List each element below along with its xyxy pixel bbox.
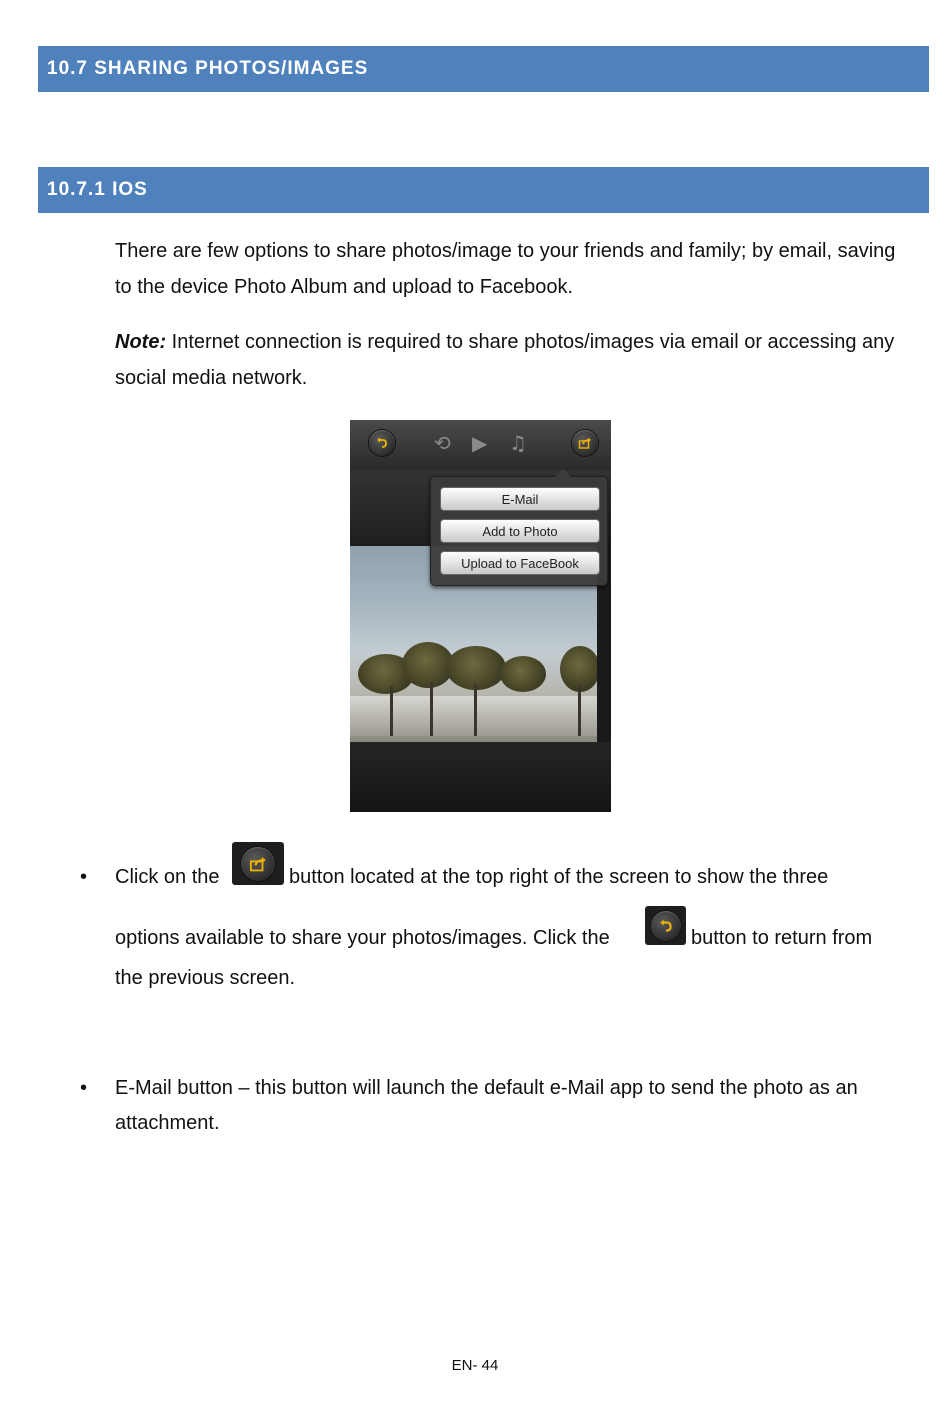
page-number: EN- 44 — [451, 1357, 499, 1374]
back-icon — [369, 430, 395, 456]
subsection-heading — [38, 167, 929, 213]
app-screenshot — [350, 420, 611, 812]
bullet-marker: • — [80, 866, 88, 888]
share-icon — [572, 430, 598, 456]
email-button: E-Mail — [440, 487, 600, 511]
bullet-text: options available to share your photos/images. Click the — [115, 927, 610, 949]
subsection-heading-text: 10.7.1 IOS — [47, 179, 148, 200]
note-label: Note: — [115, 331, 167, 353]
bullet-text: the previous screen. — [115, 967, 296, 989]
note-text: Internet connection is required to share photos/images via email or accessing any social media network. — [115, 331, 895, 389]
bullet-text: E-Mail button – this button will launch the default e-Mail app to send the photo as an — [115, 1077, 858, 1099]
photo-trunk — [390, 686, 393, 736]
play-icon: ▶ — [472, 431, 488, 455]
bullet-text: button to return from — [691, 927, 873, 949]
screenshot-bottom — [350, 742, 611, 812]
back-icon-button — [651, 911, 681, 941]
share-icon-button — [241, 847, 275, 881]
bullet-text: button located at the top right of the screen to show the three — [289, 866, 829, 888]
bullet-marker: • — [80, 1077, 88, 1099]
bullet-text: Click on the — [115, 866, 220, 888]
music-icon: ♫ — [509, 431, 527, 455]
intro-paragraph: There are few options to share photos/image to your friends and family; by email, saving to the device Photo Album and upload to Facebook. — [115, 240, 896, 298]
photo-tree — [500, 656, 546, 692]
back-icon — [645, 906, 686, 945]
photo-trunk — [474, 684, 477, 736]
upload-facebook-button: Upload to FaceBook — [440, 551, 600, 575]
bullet-text: attachment. — [115, 1112, 220, 1134]
repeat-icon: ⟲ — [434, 431, 451, 455]
share-icon — [232, 842, 284, 885]
add-to-photo-button: Add to Photo — [440, 519, 600, 543]
photo-trunk — [430, 682, 433, 736]
section-heading-text: 10.7 SHARING PHOTOS/IMAGES — [47, 58, 369, 79]
screenshot-toolbar — [350, 420, 611, 470]
note-paragraph — [115, 324, 905, 396]
share-menu — [430, 476, 608, 586]
section-heading — [38, 46, 929, 92]
photo-trunk — [578, 686, 581, 736]
